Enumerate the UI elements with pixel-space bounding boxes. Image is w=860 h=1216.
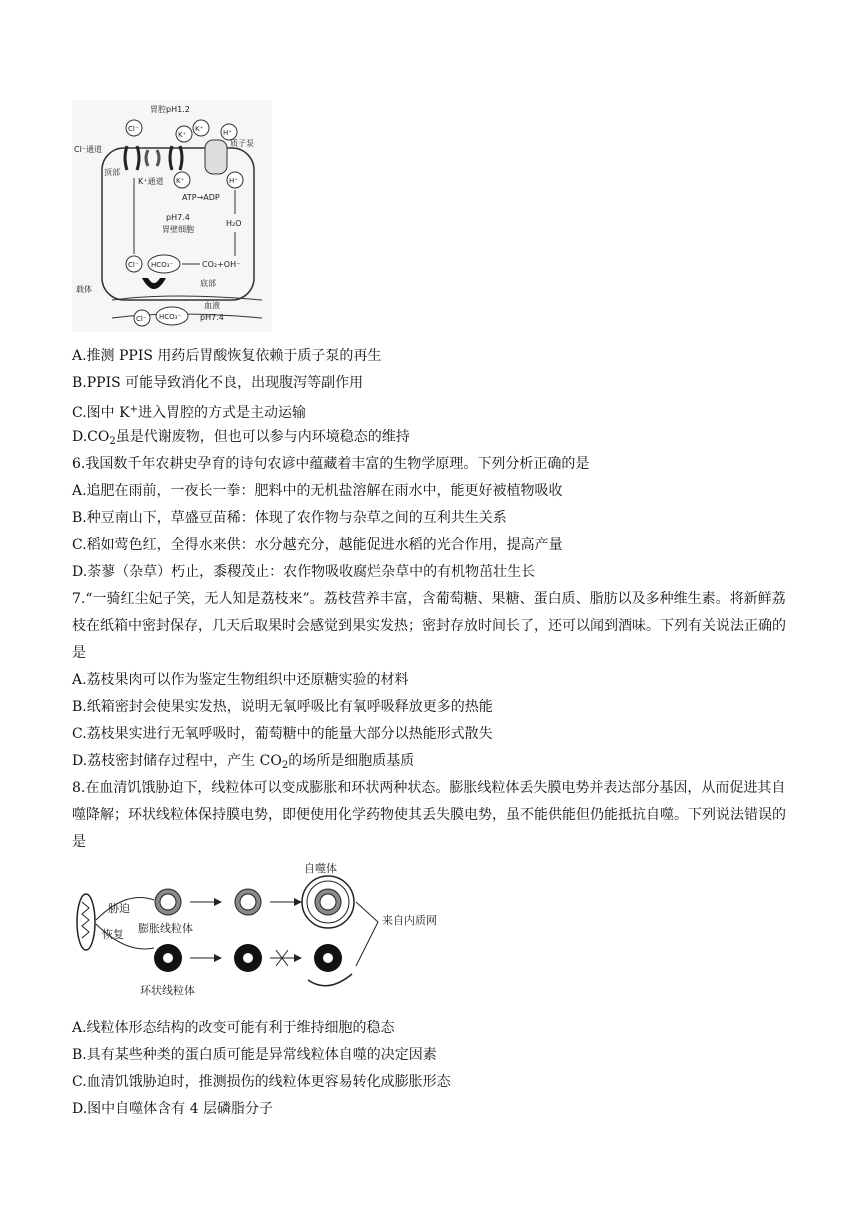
mitochondria-diagram bbox=[72, 862, 472, 1004]
q8-option-d: D.图中自噬体含有 4 层磷脂分子 bbox=[72, 1101, 273, 1117]
q5-option-c-pre: C.图中 K bbox=[72, 405, 130, 421]
q5-option-d-pre: D.CO bbox=[72, 429, 110, 445]
q7-option-d-pre: D.荔枝密封储存过程中，产生 CO bbox=[72, 753, 282, 769]
q5-option-c-post: 进入胃腔的方式是主动运输 bbox=[137, 405, 306, 421]
q6-stem: 6.我国数千年农耕史孕育的诗句农谚中蕴藏着丰富的生物学原理。下列分析正确的是 bbox=[72, 456, 590, 472]
q5-option-a: A.推测 PPIS 用药后胃酸恢复依赖于质子泵的再生 bbox=[72, 348, 382, 364]
cell-ph-label: pH7.4 bbox=[166, 213, 190, 222]
q8-option-b: B.具有某些种类的蛋白质可能是异常线粒体自噬的决定因素 bbox=[72, 1047, 437, 1063]
ion-cl-cell: Cl⁻ bbox=[128, 261, 139, 269]
ion-cl-blood: Cl⁻ bbox=[136, 315, 147, 323]
q8-option-c: C.血清饥饿胁迫时，推测损伤的线粒体更容易转化成膨胀形态 bbox=[72, 1074, 451, 1090]
q6-option-d: D.荼蓼（杂草）朽止，黍稷茂止：农作物吸收腐烂杂草中的有机物茁壮生长 bbox=[72, 564, 536, 580]
ion-k-top1: K⁺ bbox=[178, 131, 187, 139]
q7-option-d-sub: 2 bbox=[281, 760, 289, 771]
stomach-label: 胃腔pH1.2 bbox=[150, 105, 190, 114]
apical-label: 顶部 bbox=[104, 168, 120, 177]
parietal-cell-diagram bbox=[72, 100, 272, 332]
ring-label: 环状线粒体 bbox=[140, 984, 195, 997]
q6-option-b: B.种豆南山下，草盛豆苗稀：体现了农作物与杂草之间的互利共生关系 bbox=[72, 510, 507, 526]
cl-channel-label: Cl⁻通道 bbox=[74, 145, 103, 154]
k-channel-label: K⁺通道 bbox=[138, 177, 164, 186]
co2-oh-label: CO₂+OH⁻ bbox=[202, 260, 241, 269]
q8-option-a: A.线粒体形态结构的改变可能有利于维持细胞的稳态 bbox=[72, 1020, 395, 1036]
basal-label: 底部 bbox=[200, 279, 216, 288]
q5-option-c-sup: + bbox=[129, 404, 138, 415]
ion-k-top2: K⁺ bbox=[195, 125, 204, 133]
q5-option-d-sub: 2 bbox=[109, 436, 116, 447]
ion-k-cell: K⁺ bbox=[176, 177, 185, 185]
q8-stem: 8.在血清饥饿胁迫下，线粒体可以变成膨胀和环状两种状态。膨胀线粒体丢失膜电势并表达部分基因，从而促进其自噬降解；环状线粒体保持膜电势，即便使用化学药物使其丢失膜电势，虽不能供能但仍能抵抗自噬。下列说法错误的是 bbox=[72, 780, 786, 850]
cell-name-label: 胃壁细胞 bbox=[162, 225, 194, 234]
q7-option-d-post: 的场所是细胞质基质 bbox=[288, 753, 415, 769]
q7-option-a: A.荔枝果肉可以作为鉴定生物组织中还原糖实验的材料 bbox=[72, 672, 409, 688]
blood-ph-label: pH7.4 bbox=[200, 313, 224, 322]
blood-label: 血液 bbox=[204, 301, 220, 310]
carrier-label: 载体 bbox=[76, 285, 92, 294]
atp-adp-label: ATP→ADP bbox=[182, 193, 220, 202]
from-er-label: 来自内质网 bbox=[382, 914, 437, 927]
q5-option-b: B.PPIS 可能导致消化不良，出现腹泻等副作用 bbox=[72, 375, 364, 391]
ion-cl-top: Cl⁻ bbox=[128, 125, 139, 133]
ion-hco3-blood: HCO₃⁻ bbox=[159, 313, 182, 321]
autophagosome-label: 自噬体 bbox=[304, 862, 337, 875]
h2o-label: H₂O bbox=[226, 219, 242, 228]
recover-label: 恢复 bbox=[102, 928, 124, 941]
q5-option-d-post: 虽是代谢废物，但也可以参与内环境稳态的维持 bbox=[115, 429, 410, 445]
q5-option-c bbox=[72, 400, 306, 423]
q7-option-b: B.纸箱密封会使果实发热，说明无氧呼吸比有氧呼吸释放更多的热能 bbox=[72, 699, 493, 715]
q5-option-d bbox=[72, 427, 410, 452]
q7-option-d bbox=[72, 751, 414, 776]
ion-hco3-cell: HCO₃⁻ bbox=[151, 261, 174, 269]
ion-h-top: H⁺ bbox=[223, 129, 232, 137]
q6-option-c: C.稻如莺色红，全得水来供：水分越充分，越能促进水稻的光合作用，提高产量 bbox=[72, 537, 563, 553]
proton-pump-label: 质子泵 bbox=[230, 139, 254, 148]
swollen-label: 膨胀线粒体 bbox=[138, 922, 193, 935]
q7-stem: 7.“一骑红尘妃子笑，无人知是荔枝来”。荔枝营养丰富，含葡萄糖、果糖、蛋白质、脂肪以及多种维生素。将新鲜荔枝在纸箱中密封保存，几天后取果时会感觉到果实发热；密封存放时间长了，还可以闻到酒味。下列有关说法正确的是 bbox=[72, 591, 786, 661]
q7-option-c: C.荔枝果实进行无氧呼吸时，葡萄糖中的能量大部分以热能形式散失 bbox=[72, 726, 493, 742]
stress-label: 胁迫 bbox=[108, 902, 130, 915]
q6-option-a: A.追肥在雨前，一夜长一拳：肥料中的无机盐溶解在雨水中，能更好被植物吸收 bbox=[72, 483, 563, 499]
ion-h-cell: H⁺ bbox=[229, 177, 238, 185]
